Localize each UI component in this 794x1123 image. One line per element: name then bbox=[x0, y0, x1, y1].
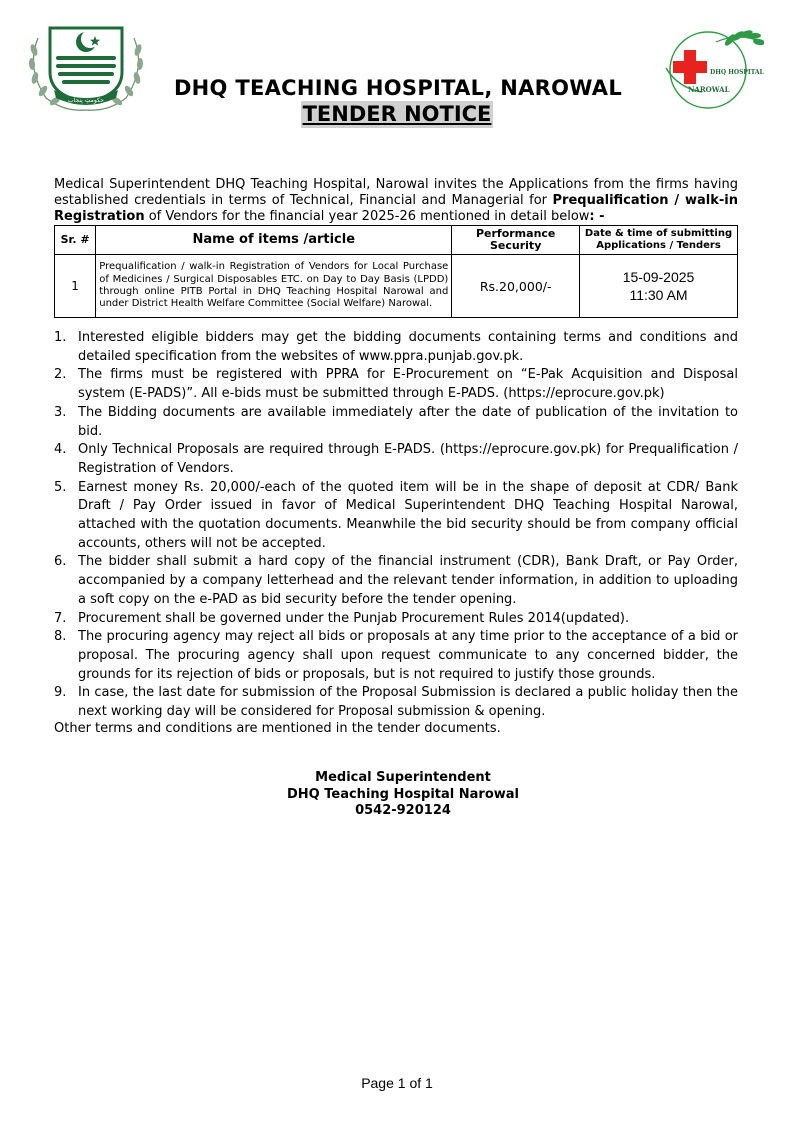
signature-block bbox=[0, 770, 794, 820]
signature-phone: 0542-920124 bbox=[355, 803, 451, 818]
term-text: Only Technical Proposals are required through E-PADS. (https://eprocure.gov.pk) for Prequalification / Registration of Vendors. bbox=[78, 442, 738, 476]
term-text: Earnest money Rs. 20,000/-each of the quoted item will be in the shape of deposit at CDR/ Bank Draft / Pay Order issued in favor of Medical Superintendent DHQ Teaching Hospital Narowal, attached with the quotation documents. Meanwhile the bid security should be from company official accounts, others will not be accepted. bbox=[78, 479, 738, 551]
intro-text-after: of Vendors for the financial year 2025-26 mentioned in detail below bbox=[144, 209, 590, 224]
cell-date bbox=[580, 255, 738, 318]
header-security: Performance Security bbox=[452, 226, 580, 255]
tender-table bbox=[54, 225, 738, 318]
hospital-title: DHQ TEACHING HOSPITAL, NAROWAL bbox=[173, 76, 623, 100]
list-item bbox=[54, 366, 738, 403]
term-text: Procurement shall be governed under the Punjab Procurement Rules 2014(updated). bbox=[78, 610, 630, 626]
term-text: In case, the last date for submission of the Proposal Submission is declared a public holiday then the next working day will be considered for Proposal submission & opening. bbox=[78, 685, 738, 720]
intro-paragraph bbox=[54, 177, 738, 225]
term-text: Interested eligible bidders may get the bidding documents containing terms and conditions and detailed specification from the websites of www.ppra.punjab.gov.pk. bbox=[78, 330, 738, 364]
signature-title: Medical Superintendent bbox=[315, 770, 491, 785]
term-number: 7. bbox=[54, 610, 67, 626]
page-number: Page 1 of 1 bbox=[361, 1075, 433, 1091]
list-item bbox=[54, 329, 738, 366]
header-sr: Sr. # bbox=[55, 226, 96, 255]
term-number: 5. bbox=[54, 479, 67, 495]
term-text: The Bidding documents are available immediately after the date of publication of the invitation to bid. bbox=[78, 404, 738, 439]
intro-bold-suffix: : - bbox=[589, 209, 605, 224]
other-terms-note: Other terms and conditions are mentioned in the tender documents. bbox=[54, 721, 501, 736]
cell-security: Rs.20,000/- bbox=[452, 255, 580, 318]
header-date: Date & time of submitting Applications / Tenders bbox=[580, 226, 738, 255]
term-text: The firms must be registered with PPRA for E-Procurement on “E-Pak Acquisition and Disposal system (E-PADS)”. All e-bids must be submitted through E-PADS. (https://eprocure.gov.pk) bbox=[78, 367, 738, 402]
submission-time: 11:30 AM bbox=[629, 287, 688, 303]
intro-text-before: Medical Superintendent DHQ Teaching Hospital, Narowal invites the Applications from the firms having established credentials in terms of Technical, Financial and Managerial for bbox=[54, 177, 738, 208]
list-item bbox=[54, 479, 738, 554]
list-item bbox=[54, 441, 738, 478]
term-number: 1. bbox=[54, 330, 67, 345]
cell-sr: 1 bbox=[55, 255, 96, 318]
submission-date: 15-09-2025 bbox=[622, 269, 695, 285]
term-text: The bidder shall submit a hard copy of the financial instrument (CDR), Bank Draft, or Pay Order, accompanied by a company letterhead and the relevant tender information, in addition to uploading a soft copy on the e-PAD as bid security before the tender opening. bbox=[78, 554, 738, 607]
table-row bbox=[55, 255, 738, 318]
cell-name: Prequalification / walk-in Registration of Vendors for Local Purchase of Medicines / Surgical Disposables ETC. on Day to Day Basis (LPDD) through online PITB Portal in DHQ Teaching Hospital Narowal and under District Health Welfare Committee (Social Welfare) Narowal. bbox=[96, 255, 452, 318]
term-number: 6. bbox=[54, 554, 67, 570]
emblem-lettering: حکومتِ پنجاب bbox=[68, 97, 104, 104]
term-text: The procuring agency may reject all bids or proposals at any time prior to the acceptance of a bid or proposal. The procuring agency shall upon request communicate to any concerned bidder, the grounds for its rejection of bids or proposals, but is not required to justify those grounds. bbox=[78, 629, 738, 682]
table-header-row bbox=[55, 226, 738, 255]
notice-title-wrap bbox=[0, 101, 794, 128]
terms-list bbox=[54, 329, 738, 722]
term-number: 3. bbox=[54, 404, 67, 420]
list-item bbox=[54, 684, 738, 721]
list-item bbox=[54, 404, 738, 441]
header-name: Name of items /article bbox=[96, 226, 452, 255]
signature-office: DHQ Teaching Hospital Narowal bbox=[287, 786, 519, 802]
term-number: 2. bbox=[54, 367, 67, 383]
logo-text-hospital: DHQ HOSPITAL bbox=[710, 69, 764, 76]
term-number: 4. bbox=[54, 442, 67, 458]
term-number: 9. bbox=[54, 685, 67, 701]
list-item bbox=[54, 610, 738, 629]
list-item bbox=[54, 553, 738, 609]
intro-bold-text: Prequalification / walk-in Registration bbox=[54, 193, 739, 224]
list-item bbox=[54, 628, 738, 684]
term-number: 8. bbox=[54, 629, 67, 645]
tender-notice-title: TENDER NOTICE bbox=[302, 102, 492, 126]
logo-text-narowal: NAROWAL bbox=[688, 85, 730, 94]
